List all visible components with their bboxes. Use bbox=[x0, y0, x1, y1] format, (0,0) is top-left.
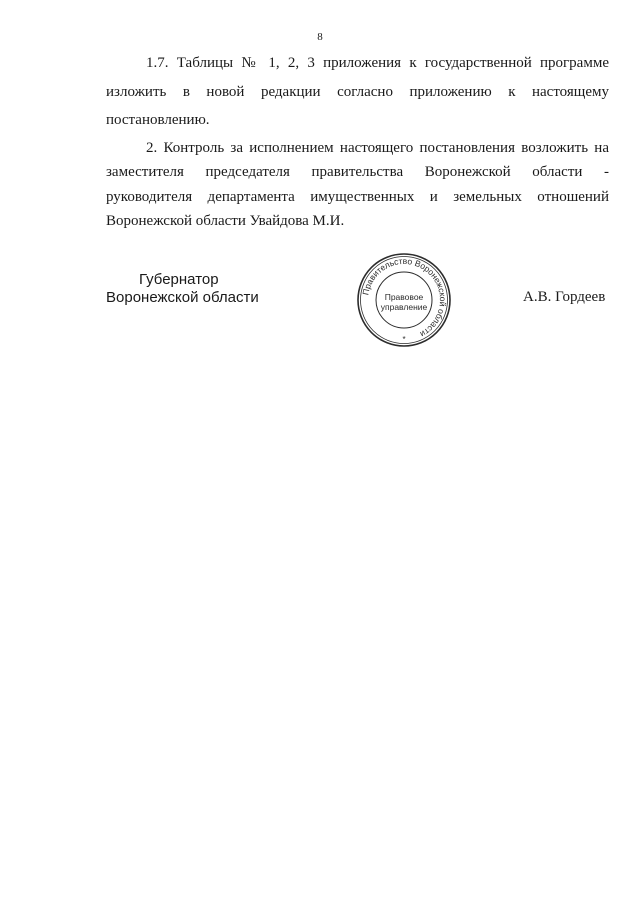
official-stamp bbox=[356, 252, 452, 348]
paragraph-line: руководителя департамента имущественных и земельных отношений bbox=[106, 189, 609, 205]
stamp-ring-text: Правительство Воронежской области bbox=[360, 255, 449, 340]
signature-title: Губернатор bbox=[139, 271, 219, 288]
paragraph-line: Воронежской области Увайдова М.И. bbox=[106, 213, 345, 229]
stamp-center-line: Правовое bbox=[384, 292, 424, 302]
paragraph-line: 1.7. Таблицы № 1, 2, 3 приложения к государственной программе bbox=[146, 55, 609, 71]
stamp-star: * bbox=[402, 335, 406, 344]
signature-region: Воронежской области bbox=[106, 289, 259, 306]
paragraph-line: постановлению. bbox=[106, 112, 210, 128]
paragraph-line: изложить в новой редакции согласно приложению к настоящему bbox=[106, 84, 609, 100]
paragraph-line: заместителя председателя правительства Воронежской области - bbox=[106, 164, 609, 180]
stamp-center-line: управление bbox=[380, 302, 428, 312]
page-number: 8 bbox=[317, 31, 323, 43]
signature-name: А.В. Гордеев bbox=[523, 289, 606, 305]
paragraph-line: 2. Контроль за исполнением настоящего постановления возложить на bbox=[146, 140, 609, 156]
